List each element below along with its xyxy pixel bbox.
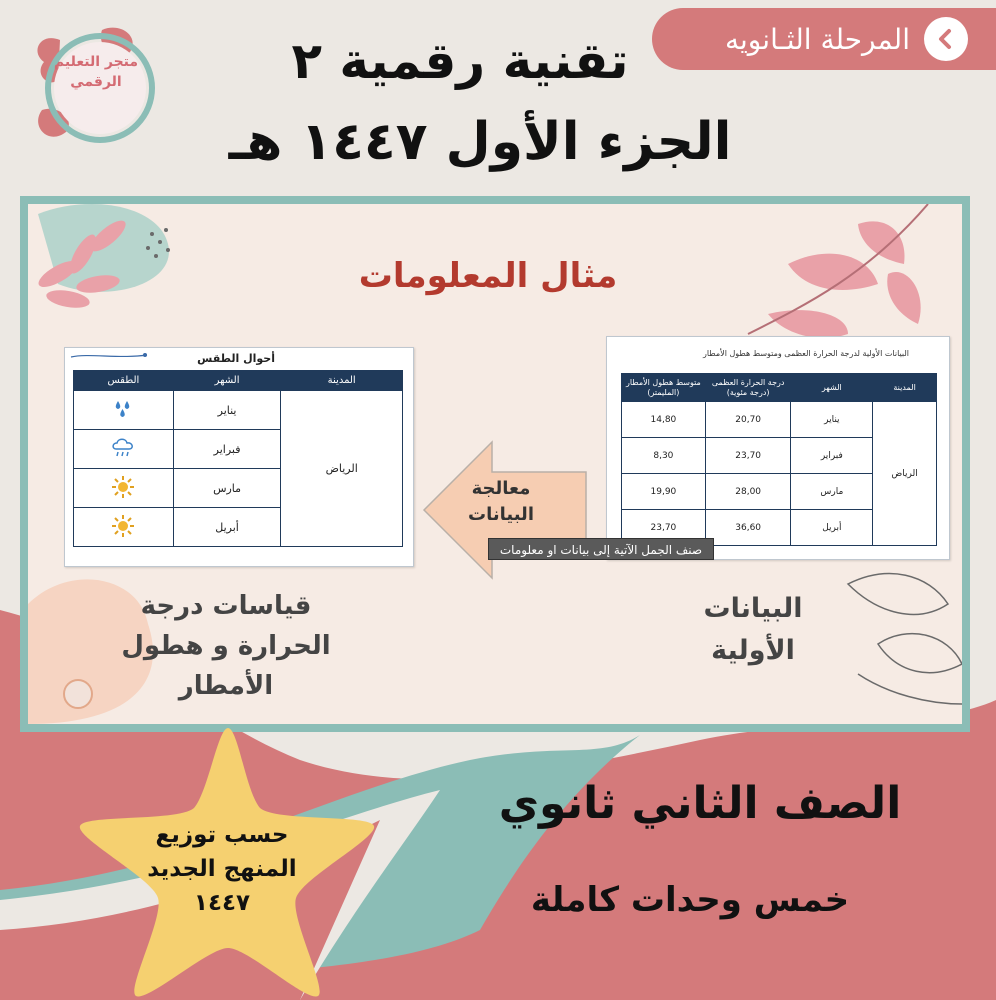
column-header-max-temp: درجة الحرارة العظمى (درجة مئوية) — [705, 374, 791, 402]
temp-cell: 28,00 — [705, 474, 791, 510]
column-header-rainfall: متوسط هطول الأمطار (المليمتر) — [622, 374, 706, 402]
weather-table-card — [64, 347, 414, 567]
arrow-label-line-1: معالجة — [471, 478, 531, 499]
month-cell: مارس — [173, 469, 281, 508]
table-row — [622, 402, 937, 438]
units-subtitle: خمس وحدات كاملة — [530, 880, 850, 920]
page-title-line-1: تقنية رقمية ٢ — [291, 32, 629, 90]
star-line-3: ١٤٤٧ — [193, 890, 251, 916]
cloud-rain-icon — [74, 430, 174, 469]
squiggle-line — [69, 351, 149, 361]
caption-left-line-1: قياسات درجة — [140, 591, 312, 621]
column-header-city: المدينة — [281, 371, 403, 391]
rain-cell: 14,80 — [622, 402, 706, 438]
stage-badge[interactable] — [652, 8, 996, 70]
month-cell: أبريل — [173, 508, 281, 547]
tooltip: صنف الجمل الآتية إلى بيانات او معلومات — [488, 538, 714, 560]
page-title-line-2: الجزء الأول ١٤٤٧ هـ — [228, 112, 732, 172]
chevron-left-icon — [924, 17, 968, 61]
logo-line-1: متجر التعليم — [53, 54, 139, 70]
star-text — [122, 818, 322, 920]
month-cell: أبريل — [791, 510, 873, 546]
stage-label: المرحلة الثـانويه — [725, 22, 910, 56]
table-row — [74, 391, 403, 430]
rain-drops-icon — [74, 391, 174, 430]
example-slide — [20, 196, 970, 732]
month-cell: يناير — [791, 402, 873, 438]
logo-text — [50, 52, 142, 92]
city-cell: الرياض — [873, 402, 937, 546]
month-cell: يناير — [173, 391, 281, 430]
city-cell: الرياض — [281, 391, 403, 547]
sun-icon — [74, 508, 174, 547]
rain-cell: 23,70 — [622, 510, 706, 546]
temp-cell: 23,70 — [705, 438, 791, 474]
caption-right-line-2: الأولية — [711, 635, 795, 666]
caption-left-line-3: الأمطار — [178, 671, 274, 701]
star-line-2: المنهج الجديد — [147, 856, 297, 882]
column-header-city: المدينة — [873, 374, 937, 402]
raw-data-table — [621, 373, 937, 546]
arrow-label — [446, 476, 556, 528]
grade-title: الصف الثاني ثانوي — [498, 778, 902, 829]
raw-data-table-card — [606, 336, 950, 560]
rain-cell: 19,90 — [622, 474, 706, 510]
rain-cell: 8,30 — [622, 438, 706, 474]
star-line-1: حسب توزيع — [155, 822, 289, 848]
logo-line-2: الرقمي — [70, 74, 122, 90]
caption-raw-data — [688, 588, 818, 672]
raw-table-caption: البيانات الأولية لدرجة الحرارة العظمى ومتوسط هطول الأمطار — [703, 349, 909, 358]
column-header-month: الشهر — [173, 371, 281, 391]
column-header-weather: الطقس — [74, 371, 174, 391]
caption-right-line-1: البيانات — [703, 593, 803, 624]
weather-table-caption: أحوال الطقس — [197, 352, 275, 365]
caption-left-line-2: الحرارة و هطول — [121, 631, 331, 661]
slide-heading: مثال المعلومات — [358, 256, 618, 296]
caption-measurements — [106, 586, 346, 706]
month-cell: مارس — [791, 474, 873, 510]
temp-cell: 36,60 — [705, 510, 791, 546]
weather-table — [73, 370, 403, 547]
arrow-label-line-2: البيانات — [468, 504, 534, 525]
column-header-month: الشهر — [791, 374, 873, 402]
month-cell: فبراير — [791, 438, 873, 474]
month-cell: فبراير — [173, 430, 281, 469]
sun-icon — [74, 469, 174, 508]
temp-cell: 20,70 — [705, 402, 791, 438]
